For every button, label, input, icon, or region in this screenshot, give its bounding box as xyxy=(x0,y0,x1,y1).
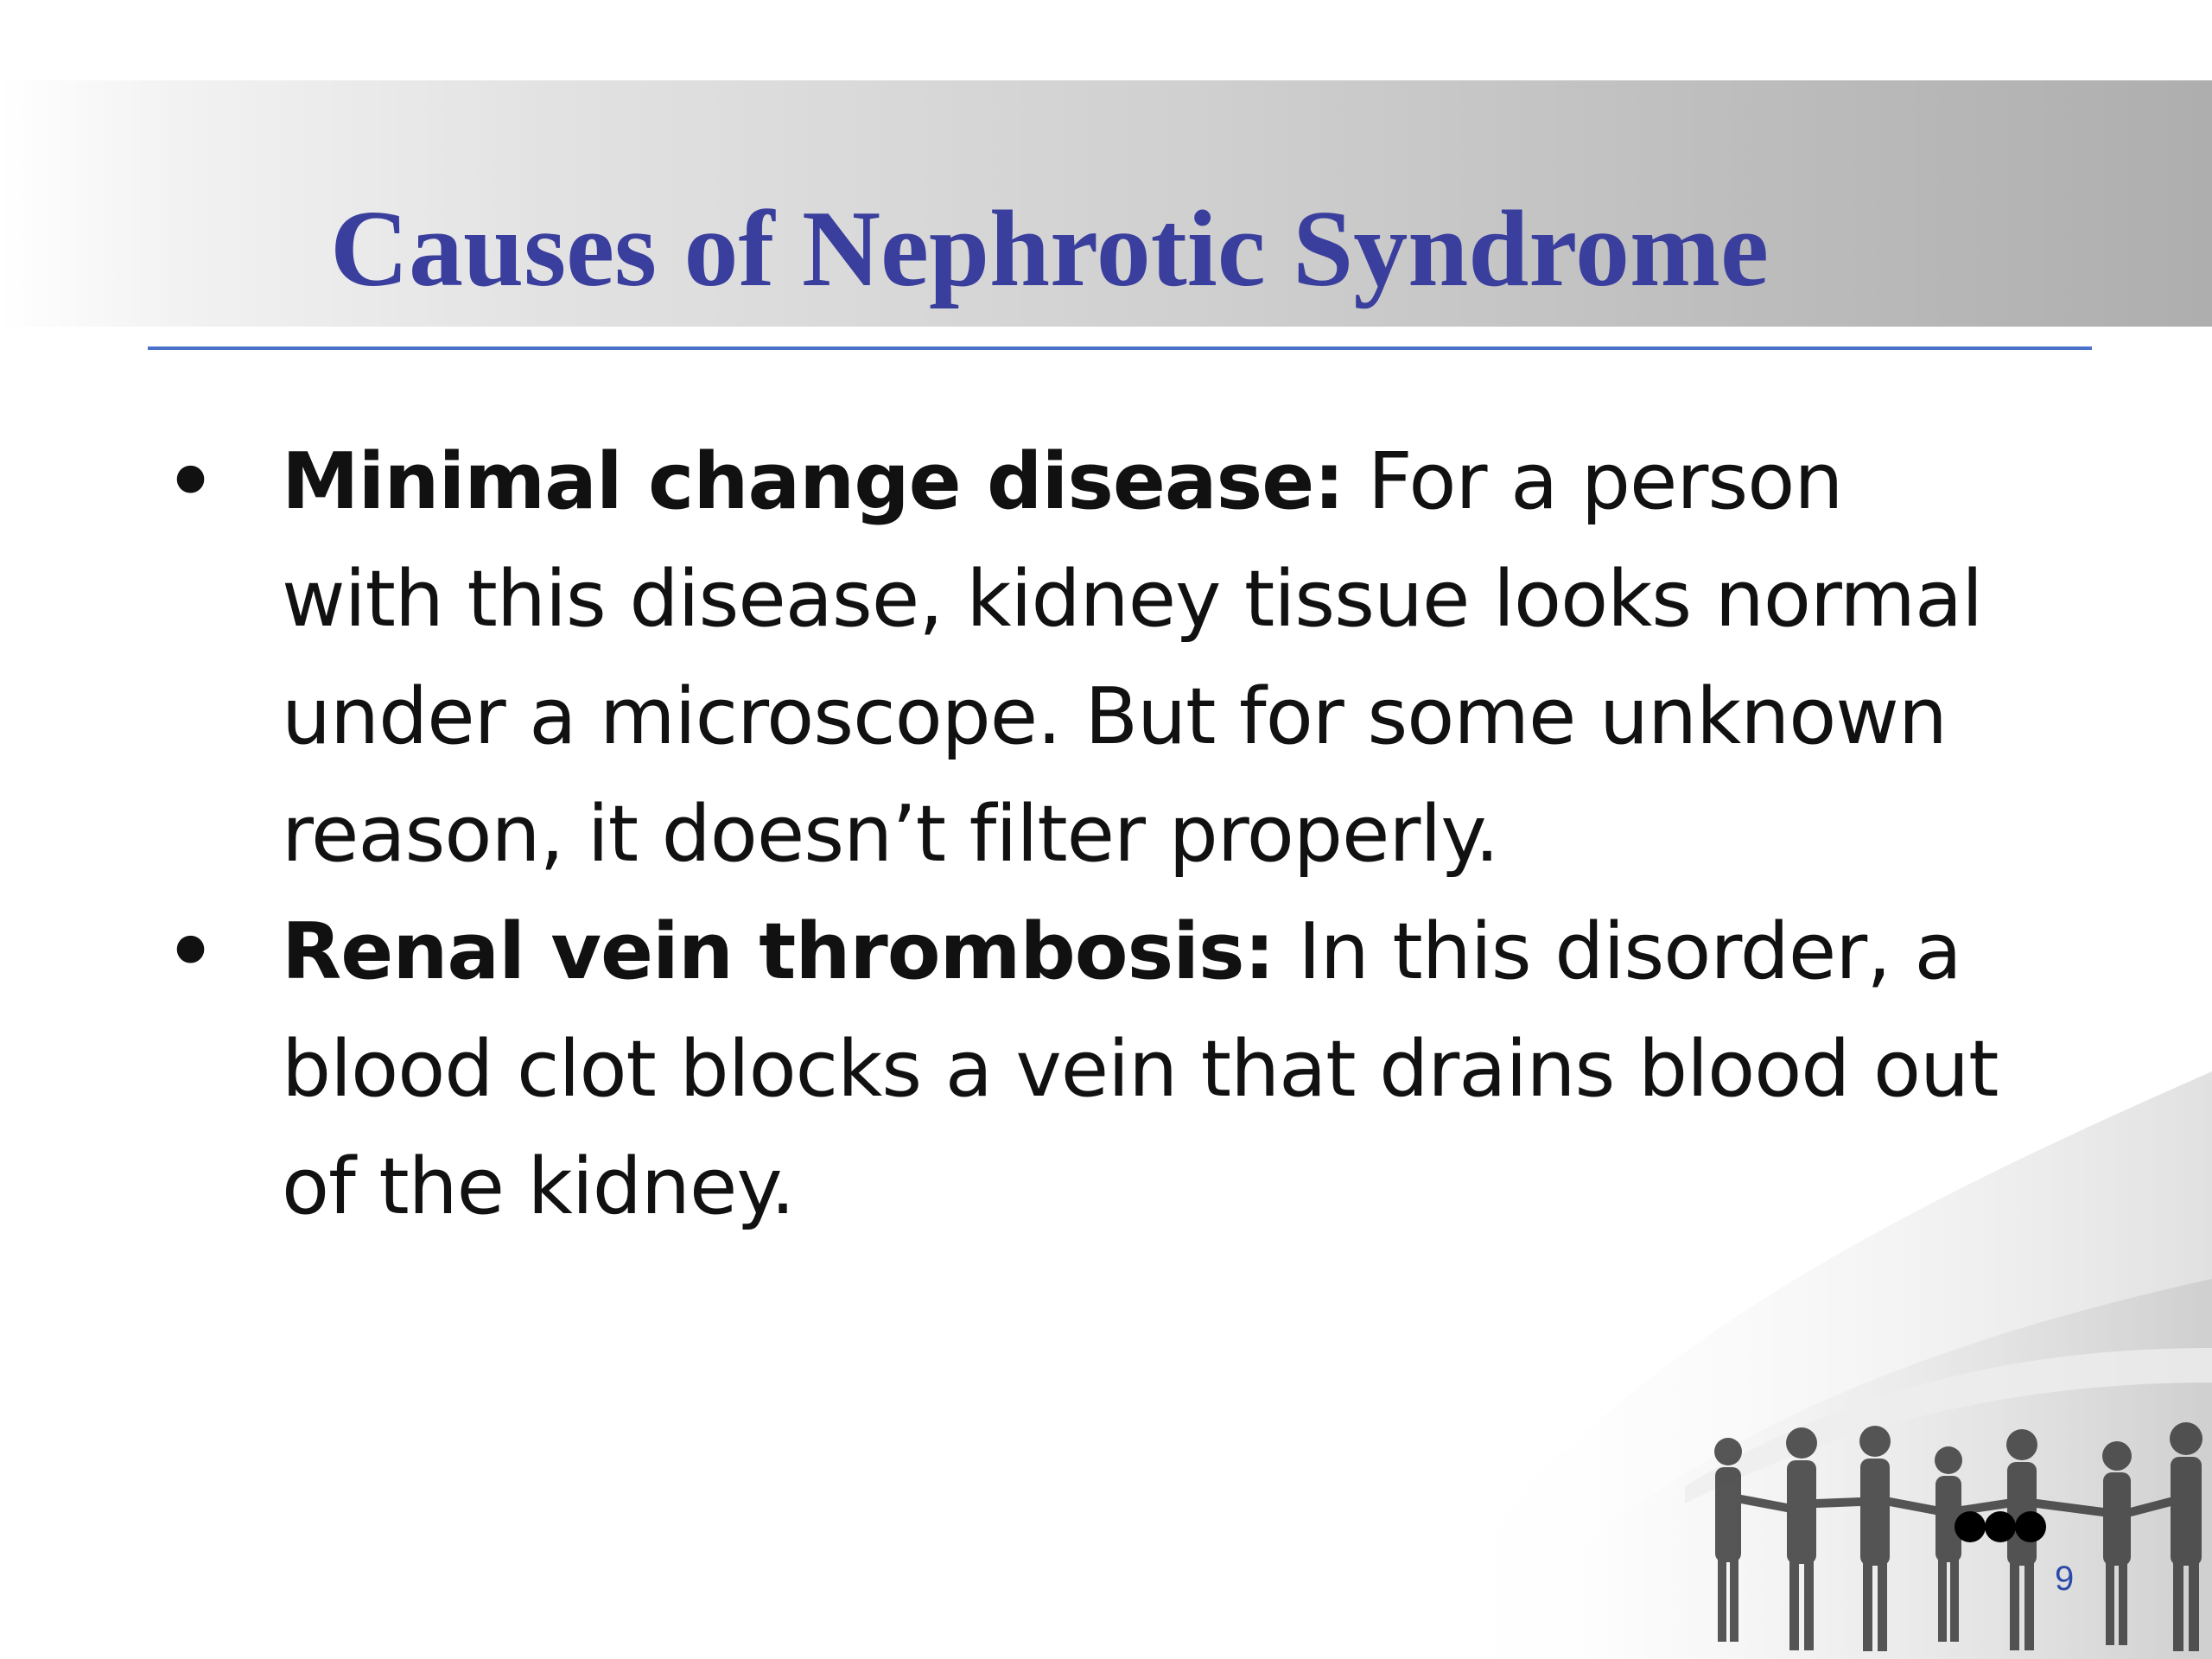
bullet-marker: • xyxy=(165,436,215,527)
bullet-term: Renal vein thrombosis: xyxy=(282,906,1274,997)
bullet-renal-vein-thrombosis xyxy=(164,893,2022,1246)
bullet-list xyxy=(164,423,2022,1246)
slide-title: Causes of Nephrotic Syndrome xyxy=(330,189,1769,309)
bullet-term: Minimal change disease: xyxy=(282,436,1344,527)
bullet-text: For a person with this disease, kidney tissue looks normal under a microscope. But for some unknown reason, it doesn’t filter properly. xyxy=(282,436,1983,880)
page-number: 9 xyxy=(2055,1560,2075,1598)
more-dots-icon[interactable] xyxy=(1955,1508,2046,1546)
bullet-text: In this disorder, a blood clot blocks a vein that drains blood out of the kidney. xyxy=(282,906,1999,1232)
bullet-minimal-change-disease xyxy=(164,423,2022,893)
bullet-marker: • xyxy=(165,906,215,997)
title-divider xyxy=(148,346,2092,350)
